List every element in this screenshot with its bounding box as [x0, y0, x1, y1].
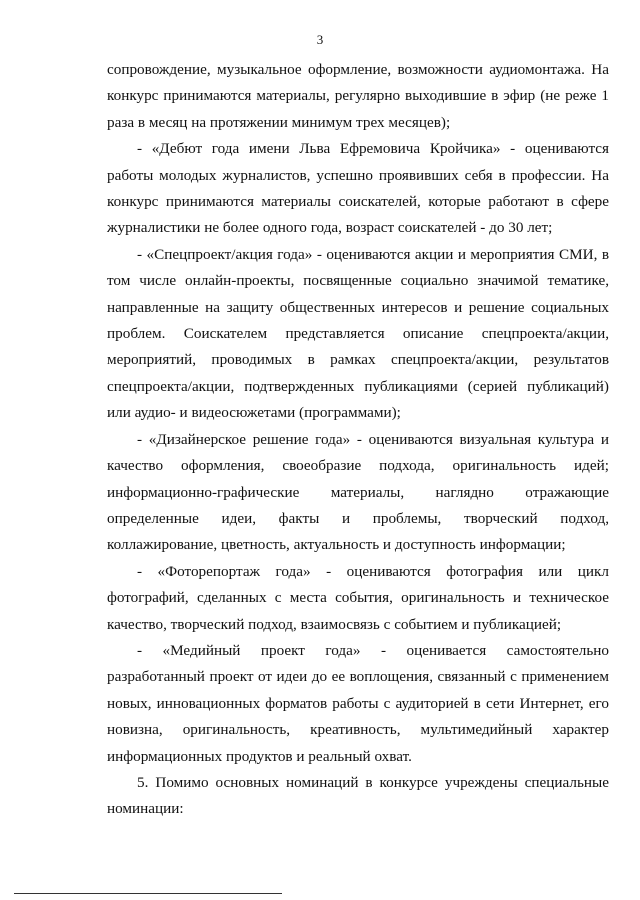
paragraph-special-project: - «Спецпроект/акция года» - оцениваются акции и мероприятия СМИ, в том числе онлайн-проекты, посвященные социально значимой тематике, направленные на защиту общественных интересов и решение социальных проблем. Соискателем представляется описание спецпроекта/акции, мероприятий, проводимых в рамках спецпроекта/акции, результатов спецпроекта/акции, подтвержденных публикациями (серией публикаций) или аудио- и видеосюжетами (программами);	[107, 245, 609, 422]
paragraph-photo-report: - «Фоторепортаж года» - оцениваются фотография или цикл фотографий, сделанных с места события, оригинальность и техническое качество, творческий подход, взаимосвязь с событием и публикацией;	[107, 562, 609, 633]
page-number: 3	[316, 32, 324, 47]
paragraph-continuation: сопровождение, музыкальное оформление, возможности аудиомонтажа. На конкурс принимаются материалы, регулярно выходившие в эфир (не реже 1 раза в месяц на протяжении минимум трех месяцев);	[107, 61, 609, 131]
paragraph-debut-of-year: - «Дебют года имени Льва Ефремовича Кройчика» - оцениваются работы молодых журналистов, успешно проявивших себя в профессии. На конкурс принимаются материалы соискателей, которые работают в сфере журналистики не более одного года, возраст соискателей - до 30 лет;	[107, 140, 609, 237]
footnote-divider	[14, 893, 282, 894]
paragraph-media-project: - «Медийный проект года» - оценивается самостоятельно разработанный проект от идеи до ее воплощения, связанный с применением новых, инновационных форматов работы с аудиторией в сети Интернет, его новизна, оригинальность, креативность, мультимедийный характер информационных продуктов и реальный охват.	[107, 641, 609, 765]
paragraph-design-solution: - «Дизайнерское решение года» - оцениваются визуальная культура и качество оформления, своеобразие подхода, оригинальность идей; информационно-графические материалы, наглядно отражающие определенные идеи, факты и проблемы, творческий подход, коллажирование, цветность, актуальность и доступность информации;	[107, 430, 609, 554]
paragraph-special-nominations: 5. Помимо основных номинаций в конкурсе учреждены специальные номинации:	[107, 773, 609, 818]
document-body	[107, 57, 609, 823]
